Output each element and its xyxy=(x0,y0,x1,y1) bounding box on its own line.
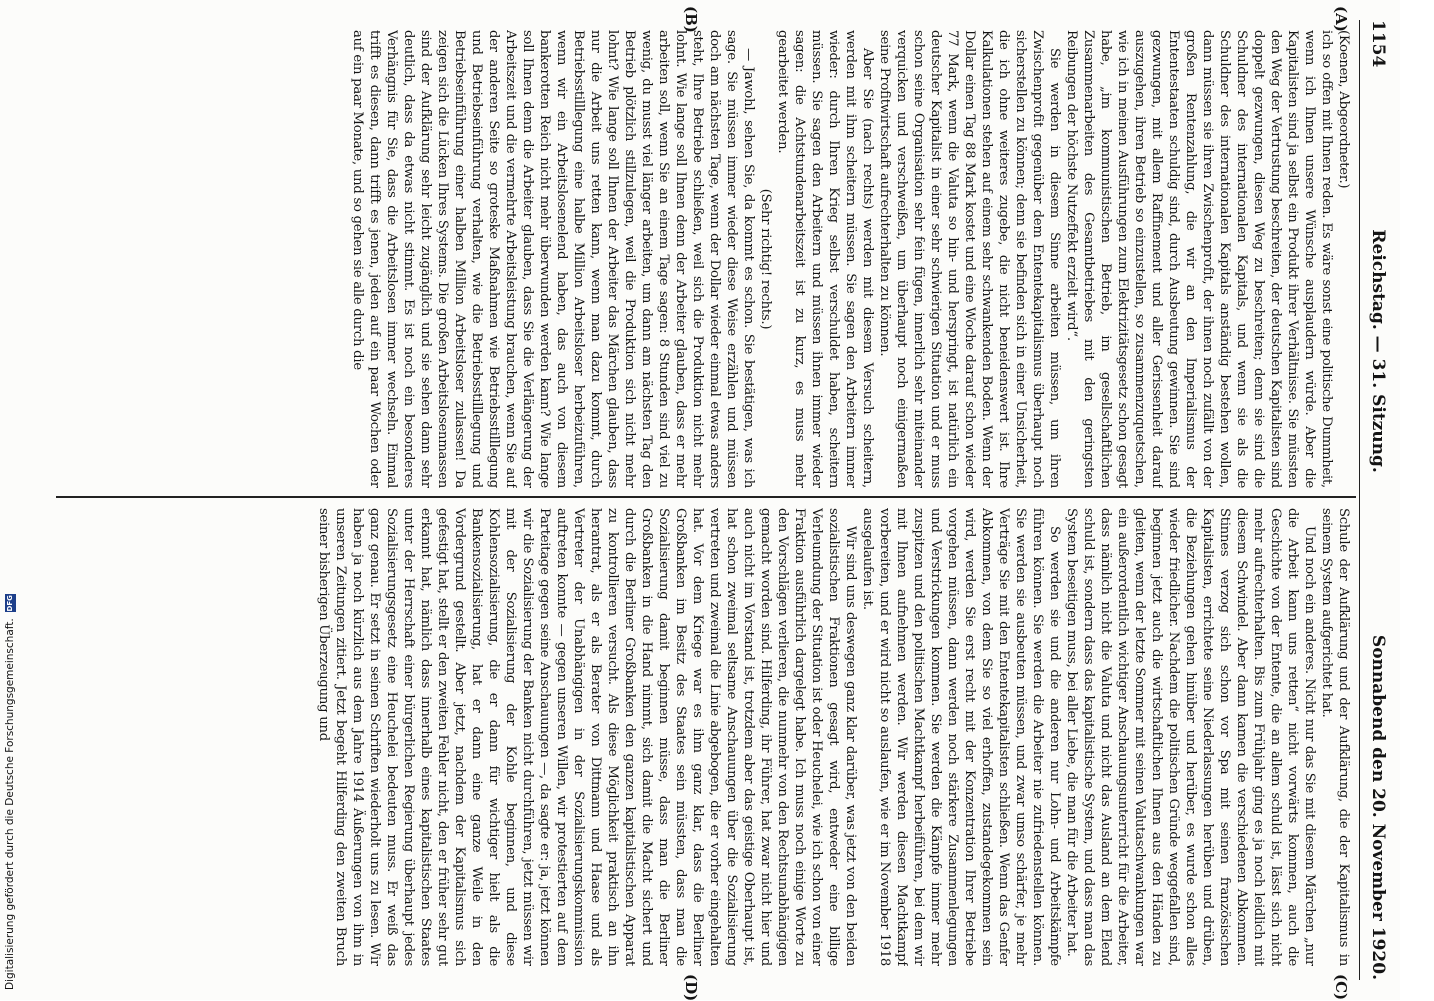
session-title: Reichstag. — 31. Sitzung. xyxy=(1368,229,1388,473)
paragraph: Aber Sie (nach rechts) werden mit diesem Versuch scheitern, werden mit ihm scheitern müssen. Sie sagen den Arbeitern immer wieder: durch Ihren Krieg selbst verschuldet haben, scheitern müssen. Sie sagen den Arbeitern und müssen ihnen immer wieder sagen: die Achtstundenarbeitszeit ist zu kurz, es muss mehr gearbeitet werden. xyxy=(775,30,875,488)
paragraph: Wir sind uns deswegen ganz klar darüber, was jetzt von den beiden sozialistischen Fraktionen gesagt wird, entweder eine billige Verleumdung der Situation ist oder Heuchelei, wie ich schon von einer Fraktion ausführlich dargelegt habe. Ich muss noch einige Worte zu den Vorschlägen verlieren, die nunmehr von den Rechtsunabhängigen gemacht worden sind. Hilferding, ihr Führer, hat zwar nicht hier und auch nicht im Vorstand ist, trotzdem aber das geistige Oberhaupt ist, hat schon zweimal seltsame Anschauungen über die Sozialisierung vertreten und zweimal die Linie abgebogen, die er vorher eingehalten hat. Vor dem Kriege war es ihm ganz klar, dass die Berliner Großbanken im Besitz des Staates sein müssten, dass man die Sozialisierung damit beginnen müsse, dass man die Berliner Großbanken in die Hand nimmt, sich damit die Macht sichert und durch die Berliner Großbanken den ganzen kapitalistischen Apparat zu kontrollieren versucht. Als diese Möglichkeit praktisch an ihn herantrat, als er als Berater von Dittmann und Haase und als Vertreter der Unabhängigen in der Sozialisierungskommission auftreten konnte — gegen unseren Willen, wir protestierten auf dem Parteitage gegen seine Anschauungen —, da sagte er: ja, jetzt können wir die Sozialisierung der Banken nicht durchführen, jetzt müssen wir mit der Sozialisierung der Kohle beginnen, und diese Kohlensozialisierung, die er dann für wichtiger hielt als die Bankensozialisierung, hat er dann eine ganze Weile in den Vordergrund gestellt. Aber jetzt, nachdem der Kapitalismus sich gefestigt hat, stellt er den zweiten Fehler nicht, den er früher sehr gut erkannt hat, nämlich dass innerhalb eines kapitalistischen Staates unter der Herrschaft einer bürgerlichen Regierung überhaupt jedes Sozialisierungsgesetz eine Heuchelei bedeuten muss. Er weiß das ganz genau. Er setzt in seinen Schriften wiederholt uns zu lesen. Wir haben ja noch kürzlich aus dem Jahre 1914 Äußerungen von ihm in unseren Zeitungen zitiert. Jetzt begeht Hilferding den zweiten Bruch seiner bisherigen Überzeugung und xyxy=(316,508,858,966)
column-divider xyxy=(56,496,1356,498)
page-header xyxy=(1359,20,1396,980)
digitization-credit xyxy=(0,0,20,1000)
paragraph: — Jawohl, sehen Sie, da kommt es schon. Sie bestätigen, was ich sage. Sie müssen immer wieder diese Weise erzählen und müssen doch am nächsten Tage, wenn der Dollar wieder einmal etwas anders steht, Ihre Betriebe schließen, weil sich die Produktion nicht mehr lohnt. Wie lange soll Ihnen denn der Arbeiter glauben, dass er mehr arbeiten soll, wenn Sie an einem Tage sagen: 8 Stunden sind viel zu wenig, du musst viel länger arbeiten, um dann am nächsten Tag den Betrieb plötzlich stillzulegen, weil die Produktion sich nicht mehr lohnt? Wie lange soll Ihnen der Arbeiter das Märchen glauben, dass nur die Arbeit uns retten kann, wenn man dazu kommt, durch Betriebsstilllegung eine halbe Million Arbeitsloser herbeizuführen, wenn wir ein Arbeitslosenelend haben, das auch von diesem bankerotten Reich nicht mehr überwunden werden kann? Wie lange soll Ihnen denn die Arbeiter glauben, dass Sie die Verlängerung der Arbeitszeit und die vermehrte Arbeitsleistung brauchen, wenn Sie auf der anderen Seite so groteske Maßnahmen wie Betriebsstilllegung und Betriebseinführung verhalten, wie die Betriebsstilllegung und Betriebseinführung einer halben Million Arbeitsloser zulassen! Da zeigen sich die Lücken Ihres Systems. Die großen Arbeitslosenmassen sind der Aufklärung sehr leicht zugänglich und sie sehen dann sehr deutlich, dass da etwas nicht stimmt. Es ist noch ein besonderes Verhängnis für Sie, dass die Arbeitslosen immer wechseln. Einmal trifft es diesen, dann trifft es jenen, jeden auf ein paar Wochen oder auf ein paar Monate, und so gehen sie alle durch die xyxy=(350,30,756,488)
paragraph: ich so offen mit Ihnen reden. Es wäre sonst eine politische Dummheit, wenn ich Ihnen unsere Wünsche ausplaudern würde. Aber die Kapitalisten sind ja selbst ein Produkt ihrer Verhältnisse. Sie müssten den Weg der Vertrustung beschreiten, der deutschen Kapitalisten sind doppelt gezwungen, diesen Weg zu beschreiten; denn sie sind die Schuldner des internationalen Kapitals, und wenn sie als die Schuldner des internationalen Kapitals anständig bestehen wollen, dann müssen sie ihren Zwischenprofit, der ihnen noch zufällt von der großen Rentenzahlung, die wir an den Imperialismus der Ententestaaten schuldig sind, durch Ausbeutung gewinnen. Sie sind gezwungen, mit allem Raffinement und aller Gerissenheit darauf auszugehen, ihren Betrieb so einzustellen, so zusammenzuquetschen, wie ich in meinen Ausführungen zum Elektrizitätsgesetz schon gesagt habe, „im kommunistischen Betrieb, im gesellschaftlichen Zusammenarbeiten des Gesamtbetriebes mit den geringsten Reibungen der höchste Nutzeffekt erzielt wird“. xyxy=(1064,30,1334,488)
paragraph: Und noch ein anderes. Nicht nur das Sie mit diesem Märchen „nur die Arbeit kann uns retten“ nicht vorwärts kommen, auch die Geschichte von der Entente, die an allem schuld ist, lässt sich nicht mehr aufrechterhalten. Bis zum Frühjahr ging es ja noch leidlich mit diesem Schwindel. Aber dann kamen die verschiedenen Abkommen. Stinnes verzog sich schon vor Spa mit seinen französischen Kapitalisten, errichtete seine Niederlassungen herüben und drüben, die Beziehungen gehen hinüber und herüber, es wurde schon alles wieder friedlicher. Nachdem die politischen Gründe weggefallen sind, beginnen jetzt auch die wirtschaftlichen Ihnen aus den Händen zu gleiten, wenn der letzte Sommer mit seinen Valutaschwankungen war ein außerordentlich wichtiger Anschauungsunterricht für die Arbeiter, dass nämlich nicht die Valuta und nicht das Ausland an dem Elend schuld ist, sondern dass das kapitalistische System, und dass man das System beseitigen muss, bei aller Liebe, die man für die Arbeiter hat. xyxy=(1064,508,1317,966)
margin-marker-d: (D) xyxy=(682,974,700,1001)
page-number: 1154 xyxy=(1368,20,1388,68)
paragraph: Sie werden in diesem Sinne arbeiten müssen, um ihren Zwischenprofit gegenüber dem Ententekapitalismus überhaupt noch sicherstellen zu können; denn sie befinden sich in einer Unsicherheit, die ich ohne weiteres zugebe, die nicht beneidenswert ist. Ihre Kalkulationen stehen auf einem sehr schwankenden Boden. Wenn der Dollar einen Tag 88 Mark kostet und eine Woche darauf schon wieder 77 Mark, wenn die Valuta so hin- und herspringt, ist natürlich ein deutscher Kapitalist in einer sehr schwierigen Situation und er muss schon seine Organisation sehr fein fügen, innerlich sehr miteinander verquicken und verschweißen, um überhaupt noch einigermaßen seine Profitwirtschaft aufrechterhalten zu können. xyxy=(877,30,1062,488)
margin-marker-c: (C) xyxy=(1332,974,1350,1001)
speaker-line: (Koenen, Abgeordneter.) xyxy=(1336,30,1351,189)
paragraph: So werden sie und die anderen nur Lohn- und Arbeitskämpfe führen können. Sie werden die Arbeiter nie zufriedenstellen können. Sie werden sie ausbeuten müssen, und zwar umso schärfer, je mehr Verträge Sie mit den Ententekapitalisten schließen. Wenn das Genfer Abkommen, von dem Sie so viel erhoffen, zustandegekommen sein wird, werden Sie erst recht mit der Konzentration Ihrer Betriebe vorgehen müssen, dann werden noch stärkere Zusammenlegungen und Verstrickungen kommen. Sie werden die Kämpfe immer mehr zuspitzen und den politischen Machtkampf herbeiführen, bei dem wir mit Ihnen aufnehmen werden. Wir werden diesen Machtkampf vorbereiten, und er wird nicht so auslaufen, wie er im November 1918 ausgelaufen ist. xyxy=(860,508,1062,966)
dfg-logo-icon: DFG xyxy=(5,595,14,612)
right-column xyxy=(62,508,1352,966)
margin-marker-b: (B) xyxy=(682,6,700,33)
paragraph: Schule der Aufklärung und der Aufklärung, die der Kapitalismus in seinem System aufgerichtet hat. xyxy=(1319,508,1351,966)
interjection: (Sehr richtig! rechts.) xyxy=(758,188,773,330)
margin-marker-a: (A) xyxy=(1332,6,1350,32)
credit-text: Digitalisierung gefördert durch die Deutsche Forschungsgemeinschaft. xyxy=(4,618,16,990)
left-column xyxy=(62,30,1352,488)
session-date: Sonnabend den 20. November 1920. xyxy=(1368,634,1388,980)
